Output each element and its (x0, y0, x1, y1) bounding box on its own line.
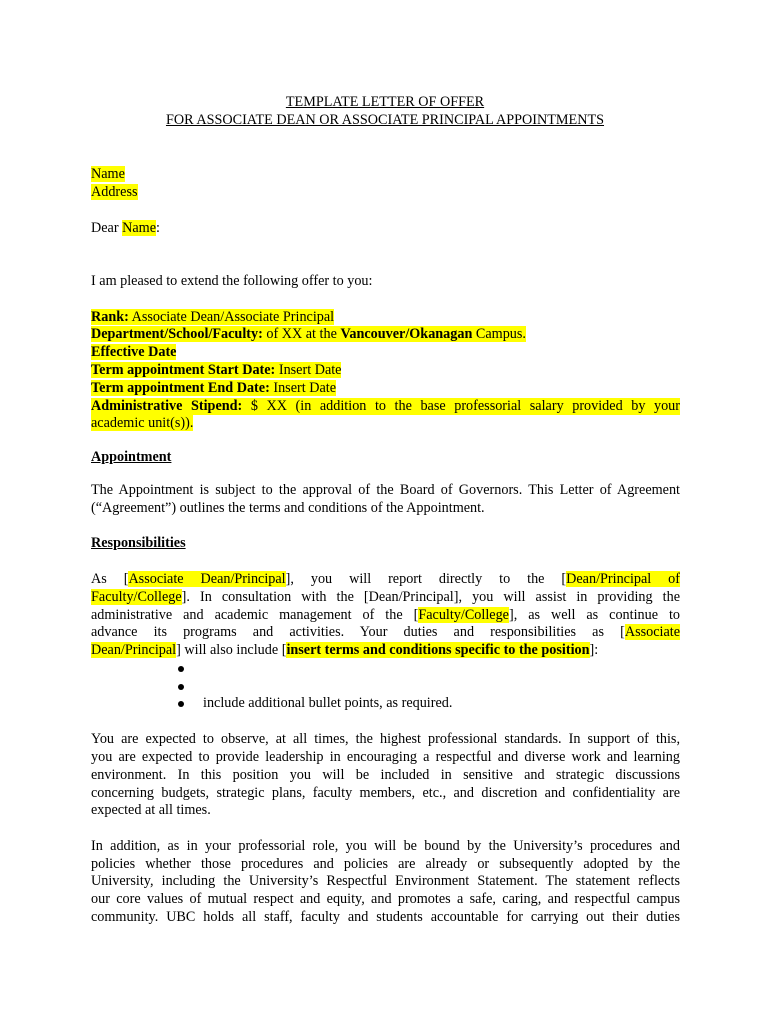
bullet-2 (178, 678, 188, 690)
standards-line-1: You are expected to observe, at all times, the highest professional standards. In support of this, (91, 731, 680, 747)
resp-l3-a: administrative and academic management of the [ (91, 607, 419, 623)
resp-l5-c: ]: (589, 642, 599, 658)
responsibilities-line-2 (91, 589, 680, 606)
stipend-line-2 (91, 415, 193, 432)
effective-date-line (91, 344, 176, 361)
stipend-label: Administrative Stipend: (91, 398, 243, 414)
letter-title-line1: TEMPLATE LETTER OF OFFER (285, 94, 485, 110)
standards-line-2: you are expected to provide leadership in encouraging a respectful and diverse work and learning (91, 749, 680, 765)
resp-l1-hl1: Associate Dean/Principal (128, 571, 286, 587)
resp-l1-b: ], you will report directly to the [ (285, 571, 567, 587)
start-date-value: Insert Date (275, 362, 342, 378)
responsibilities-line-1 (91, 571, 680, 588)
appointment-heading-text: Appointment (91, 449, 172, 465)
resp-l2-hl: Faculty/College (91, 589, 182, 605)
stipend-line-1 (91, 398, 680, 415)
professorial-line-1: In addition, as in your professorial role, you will be bound by the University’s procedures and (91, 838, 680, 854)
resp-l4-hl: Associate (624, 624, 680, 640)
appointment-heading (91, 449, 171, 466)
resp-l3-b: ], as well as continue to (508, 607, 680, 623)
end-date-line (91, 380, 336, 397)
department-line (91, 326, 526, 343)
end-date-label: Term appointment End Date: (91, 380, 270, 396)
resp-l5-b: ] will also include [ (176, 642, 287, 658)
rank-value: Associate Dean/Associate Principal (128, 309, 335, 325)
standards-line-5: expected at all times. (91, 802, 211, 818)
appointment-line-1: The Appointment is subject to the approval of the Board of Governors. This Letter of Agreement (91, 482, 680, 498)
responsibilities-line-4 (91, 624, 680, 641)
effective-date-label: Effective Date (91, 344, 177, 360)
end-date-value: Insert Date (269, 380, 336, 396)
salutation-suffix: : (156, 220, 160, 236)
recipient-name-highlight: Name (91, 166, 125, 182)
professorial-line-3: University, including the University’s Respectful Environment Statement. The statement reflects (91, 873, 680, 889)
salutation (91, 220, 160, 237)
recipient-address-highlight: Address (91, 184, 138, 200)
resp-l2-b: ]. In consultation with the [Dean/Principal], you will assist in providing the (181, 589, 680, 605)
professorial-line-2: policies whether those procedures and policies are already or subsequently adopted by the (91, 856, 680, 872)
start-date-line (91, 362, 341, 379)
bullet-3 (178, 695, 188, 707)
recipient-name (91, 166, 125, 183)
responsibilities-heading-text: Responsibilities (91, 535, 186, 551)
standards-line-3: environment. In this position you will be included in sensitive and strategic discussions (91, 767, 680, 783)
department-label: Department/School/Faculty: (91, 326, 263, 342)
standards-line-4: concerning budgets, strategic plans, faculty members, etc., and discretion and confidentiality are (91, 785, 680, 801)
stipend-value-2: academic unit(s)). (91, 415, 194, 431)
resp-l3-hl: Faculty/College (418, 607, 509, 623)
professorial-line-4: our core values of mutual respect and equity, and promotes a safe, caring, and respectful campus (91, 891, 680, 907)
salutation-name: Name (122, 220, 157, 236)
resp-l1-hl2: Dean/Principal of (566, 571, 680, 587)
start-date-label: Term appointment Start Date: (91, 362, 276, 378)
salutation-prefix: Dear (91, 220, 123, 236)
rank-label: Rank: (91, 309, 129, 325)
letter-title-line2: FOR ASSOCIATE DEAN OR ASSOCIATE PRINCIPAL APPOINTMENTS (165, 112, 605, 128)
professorial-line-5: community. UBC holds all staff, faculty and students accountable for carrying out their duties (91, 909, 680, 925)
recipient-address (91, 184, 138, 201)
resp-l5-bold: insert terms and conditions specific to the position (286, 642, 590, 658)
responsibilities-line-5 (91, 642, 598, 659)
resp-l1-a: As [ (91, 571, 129, 587)
rank-line (91, 309, 334, 326)
responsibilities-heading (91, 535, 186, 552)
appointment-line-2: (“Agreement”) outlines the terms and conditions of the Appointment. (91, 500, 485, 516)
department-value-prefix: of XX at the (262, 326, 341, 342)
intro-line: I am pleased to extend the following offer to you: (91, 273, 373, 289)
stipend-value-1: $ XX (in addition to the base professorial salary provided by your (242, 398, 680, 414)
department-campus: Vancouver/Okanagan (340, 326, 473, 342)
bullet-1 (178, 660, 188, 672)
department-value-suffix: Campus. (472, 326, 526, 342)
resp-l4-a: advance its programs and activities. Your duties and responsibilities as [ (91, 624, 625, 640)
responsibilities-line-3 (91, 607, 680, 624)
bullet-text-3: include additional bullet points, as required. (203, 695, 453, 711)
resp-l5-hl: Dean/Principal (91, 642, 177, 658)
